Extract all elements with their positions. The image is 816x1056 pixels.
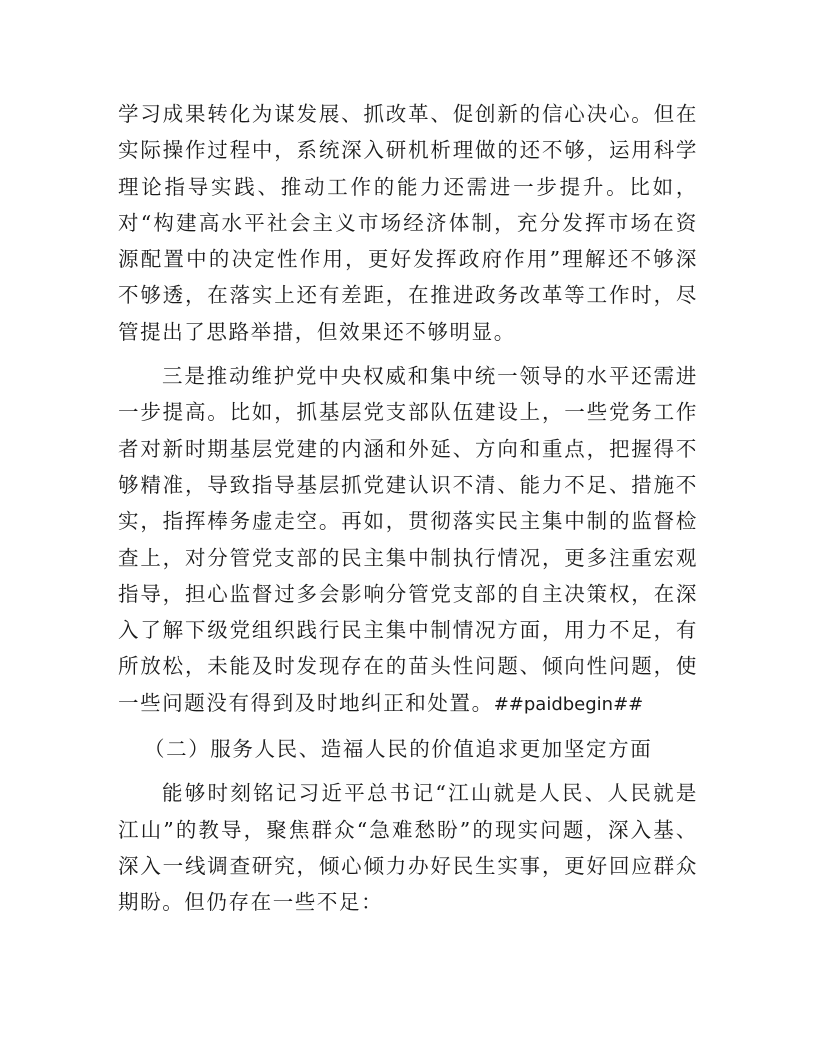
paragraph-point-three-text: 三是推动维护党中央权威和集中统一领导的水平还需进一步提高。比如，抓基层党支部队伍建设上，一些党务工作者对新时期基层党建的内涵和外延、方向和重点，把握得不够精准，导致指导基层抓党建认识不清、能力不足、措施不实，指挥棒务虚走空。再如，贯彻落实民主集中制的监督检查上，对分管党支部的民主集中制执行情况，更多注重宏观指导，担心监督过多会影响分管党支部的自主决策权，在深入了解下级党组织践行民主集中制情况方面，用力不足，有所放松，未能及时发现存在的苗头性问题、倾向性问题，使一些问题没有得到及时地纠正和处置。 (118, 364, 698, 715)
paid-begin-marker: ##paidbegin## (493, 693, 644, 715)
paragraph-continued: 学习成果转化为谋发展、抓改革、促创新的信心决心。但在实际操作过程中，系统深入研机析理做的还不够，运用科学理论指导实践、推动工作的能力还需进一步提升。比如，对“构建高水平社会主义市场经济体制，充分发挥市场在资源配置中的决定性作用，更好发挥政府作用”理解还不够深不够透，在落实上还有差距，在推进政务改革等工作时，尽管提出了思路举措，但效果还不够明显。 (118, 102, 698, 344)
paragraph-serve-people: 能够时刻铭记习近平总书记“江山就是人民、人民就是江山”的教导，聚焦群众“急难愁盼”的现实问题，深入基、深入一线调查研究，倾心倾力办好民生实事，更好回应群众期盼。但仍存在一些不足： (118, 781, 698, 915)
section-heading: （二）服务人民、造福人民的价值追求更加坚定方面 (144, 737, 653, 762)
paragraph-point-three (118, 358, 698, 723)
document-page (118, 96, 698, 921)
